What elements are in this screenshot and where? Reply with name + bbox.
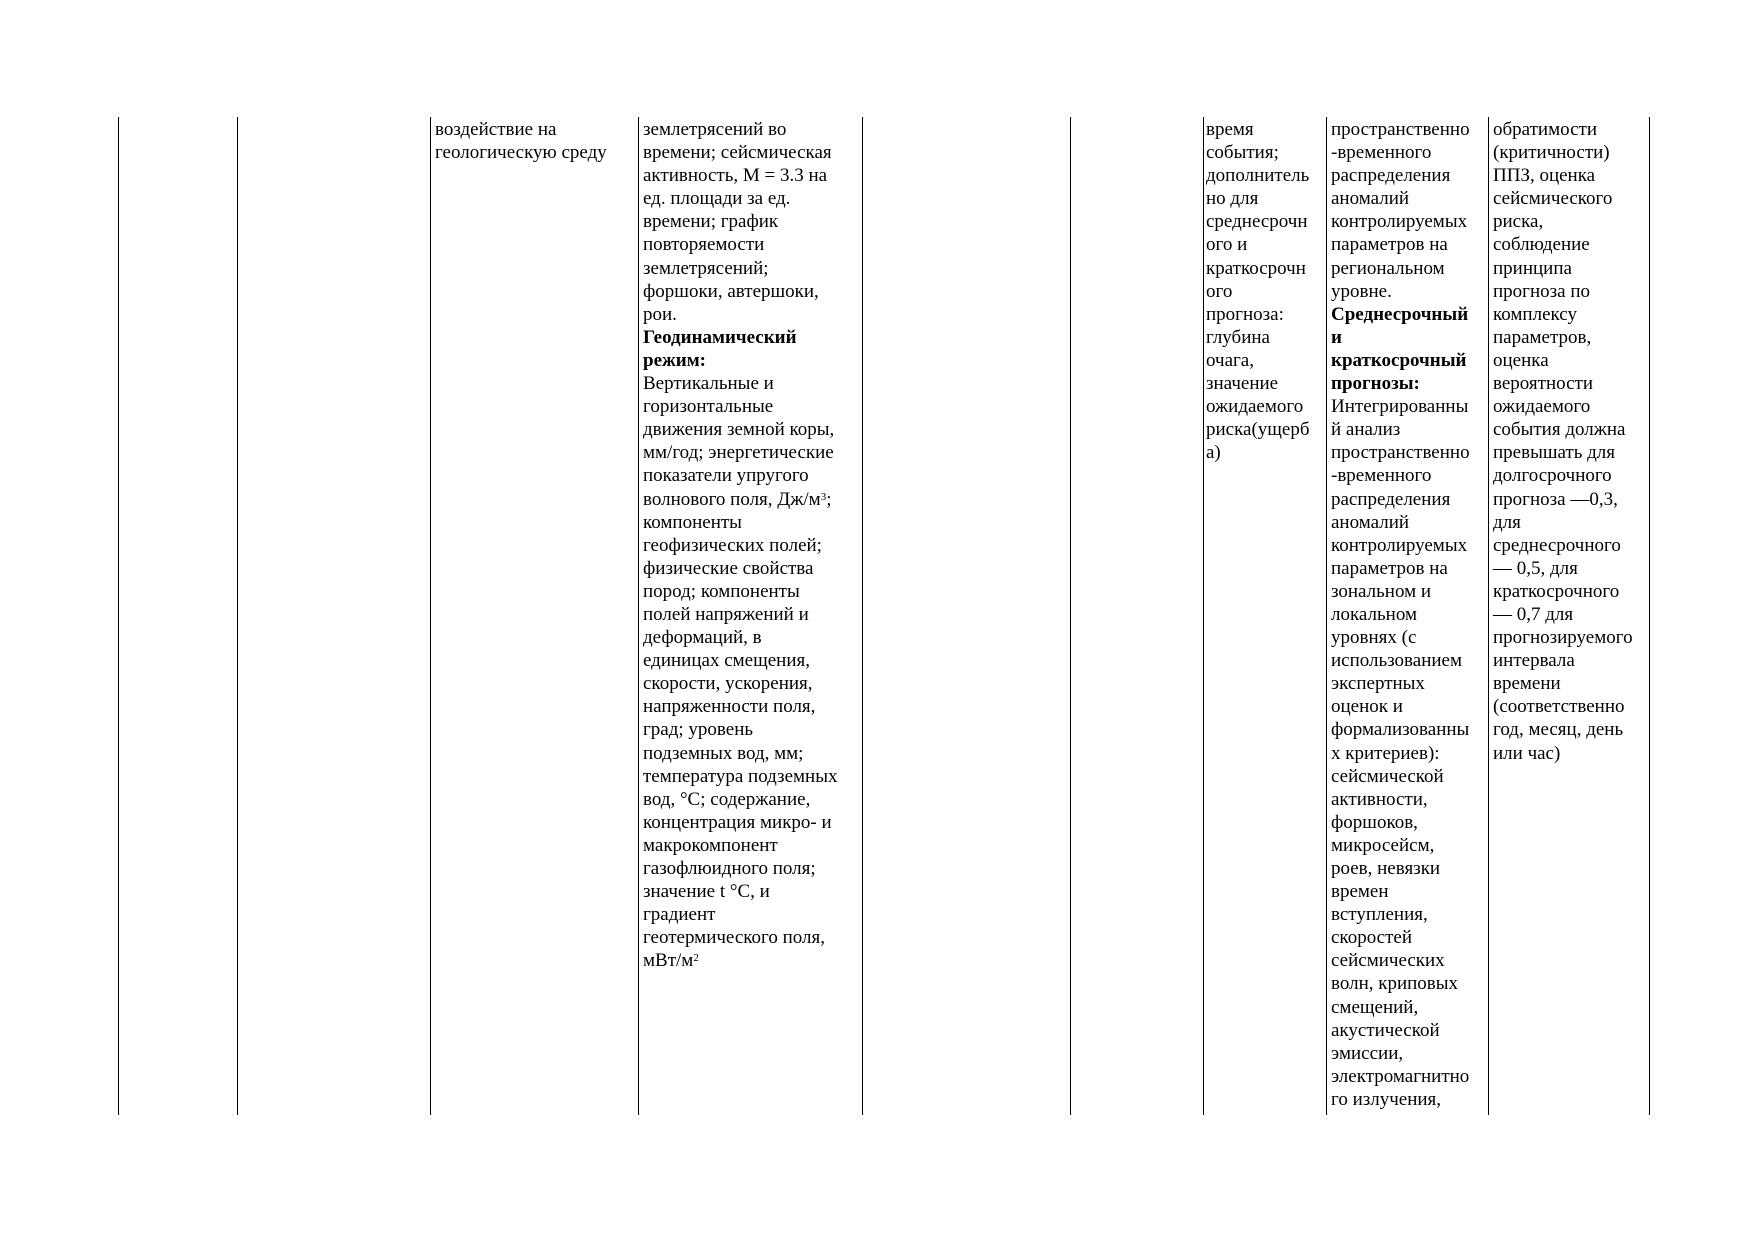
table-cell-forecast-target <box>1206 118 1310 464</box>
text-line: сейсмического <box>1493 188 1613 210</box>
text-line: волн, криповых <box>1331 973 1459 995</box>
text-line: ожидаемого <box>1493 396 1591 418</box>
text-line: Геодинамический <box>643 326 797 348</box>
text-line: дополнитель <box>1206 165 1310 187</box>
text-line: электромагнитно <box>1331 1065 1470 1087</box>
text-line: и <box>1331 326 1342 348</box>
text-line: параметров на <box>1331 557 1448 579</box>
text-line: компоненты <box>643 511 742 533</box>
text-line: риска, <box>1493 211 1544 233</box>
table-cell-forecast-method <box>1331 118 1470 1111</box>
text-line: аномалий <box>1331 511 1410 533</box>
text-line: но для <box>1206 188 1259 210</box>
text-line: роев, невязки <box>1331 858 1441 879</box>
text-line: краткосрочн <box>1206 257 1306 279</box>
text-line: мВт/$м^2$ <box>643 950 699 972</box>
table-cell-impact <box>435 118 607 164</box>
text-line: события должна <box>1493 419 1626 441</box>
text-line: вероятности <box>1493 373 1594 395</box>
text-line: а) <box>1206 442 1221 464</box>
column-border <box>638 117 639 1115</box>
text-line: газофлюидного поля; <box>643 858 816 879</box>
text-line: параметров на <box>1331 234 1448 256</box>
text-line: времени; график <box>643 211 779 233</box>
text-line: уровне. <box>1331 280 1392 302</box>
text-line: оценок и <box>1331 696 1403 718</box>
text-line: зональном и <box>1331 580 1432 602</box>
column-border <box>1488 117 1489 1115</box>
text-line: смещений, <box>1331 996 1419 1018</box>
text-line: обратимости <box>1493 119 1597 140</box>
column-border <box>237 117 238 1115</box>
text-line: горизонтальные <box>643 396 774 418</box>
column-border <box>430 117 431 1115</box>
text-line: деформаций, в <box>643 627 762 649</box>
text-line: землетрясений во <box>643 119 787 140</box>
text-line: долгосрочного <box>1493 465 1612 487</box>
text-line: показатели упругого <box>643 465 809 487</box>
text-line: град; уровень <box>643 719 754 741</box>
text-line: значение t °С, и <box>643 881 770 903</box>
text-line: режим: <box>643 349 706 371</box>
text-line: пространственно <box>1331 119 1470 140</box>
text-line: макрокомпонент <box>643 834 778 856</box>
text-line: локальном <box>1331 603 1418 625</box>
text-line: скорости, ускорения, <box>643 673 813 695</box>
text-line: прогнозируемого <box>1493 627 1633 649</box>
text-line: (соответственно <box>1493 696 1625 718</box>
text-line: — 0,7 для <box>1493 603 1574 625</box>
text-line: глубина <box>1206 326 1270 348</box>
text-line: принципа <box>1493 257 1572 279</box>
text-line: Интегрированны <box>1331 396 1469 418</box>
text-line: градиент <box>643 904 716 926</box>
text-line: аномалий <box>1331 188 1410 210</box>
text-line: й анализ <box>1331 419 1401 441</box>
text-line: среднесрочн <box>1206 211 1308 233</box>
text-line: форшоков, <box>1331 811 1418 833</box>
text-line: ого <box>1206 280 1233 302</box>
text-line: -временного <box>1331 142 1432 164</box>
superscript: 2 <box>693 952 699 965</box>
column-border <box>118 117 119 1115</box>
text-line: повторяемости <box>643 234 765 256</box>
text-line: Вертикальные и <box>643 373 774 395</box>
text-line: формализованны <box>1331 719 1470 741</box>
text-line: активности, <box>1331 788 1428 810</box>
text-line: ого и <box>1206 234 1248 256</box>
text-line: соблюдение <box>1493 234 1590 256</box>
text-line: эмиссии, <box>1331 1042 1404 1064</box>
text-line: прогноза: <box>1206 303 1284 325</box>
text-line: время <box>1206 119 1254 140</box>
column-border <box>862 117 863 1115</box>
text-line: — 0,5, для <box>1493 557 1578 579</box>
text-line: х критериев): <box>1331 742 1440 764</box>
text-line: риска(ущерб <box>1206 419 1310 441</box>
table-cell-parameters <box>643 118 837 972</box>
text-line: сейсмической <box>1331 765 1444 787</box>
text-line: контролируемых <box>1331 211 1468 233</box>
text-line: интервала <box>1493 650 1575 672</box>
table-cell-criteria <box>1493 118 1633 765</box>
text-line: использованием <box>1331 650 1463 672</box>
text-line: параметров, <box>1493 326 1592 348</box>
text-line: скоростей <box>1331 927 1413 949</box>
text-line: активность, М = 3.3 на <box>643 165 828 187</box>
text-line: превышать для <box>1493 442 1616 464</box>
text-line: подземных вод, мм; <box>643 742 804 764</box>
text-line: напряженности поля, <box>643 696 816 718</box>
text-line: единицах смещения, <box>643 650 810 672</box>
text-line: времен <box>1331 881 1389 903</box>
text-line: год, месяц, день <box>1493 719 1624 741</box>
text-line: физические свойства <box>643 557 814 579</box>
text-line: мм/год; энергетические <box>643 442 834 464</box>
text-line: распределения <box>1331 488 1451 510</box>
text-line: концентрация микро- и <box>643 811 832 833</box>
text-line: очага, <box>1206 349 1254 371</box>
text-line: или час) <box>1493 742 1561 764</box>
text-line: среднесрочного <box>1493 534 1621 556</box>
text-line: региональном <box>1331 257 1445 279</box>
superscript: 3 <box>820 490 827 503</box>
text-line: времени; сейсмическая <box>643 142 832 164</box>
text-line: контролируемых <box>1331 534 1468 556</box>
text-line: события; <box>1206 142 1279 164</box>
text-line: го излучения, <box>1331 1088 1442 1110</box>
text-line: рои. <box>643 303 677 325</box>
text-line: вод, °С; содержание, <box>643 788 811 810</box>
text-line: комплексу <box>1493 303 1577 325</box>
text-line: краткосрочный <box>1331 349 1467 371</box>
column-border <box>1326 117 1327 1115</box>
text-line: полей напряжений и <box>643 603 809 625</box>
text-line: геологическую среду <box>435 142 607 164</box>
text-line: распределения <box>1331 165 1451 187</box>
column-border <box>1203 117 1204 1115</box>
text-line: вступления, <box>1331 904 1428 926</box>
text-line: геотермического поля, <box>643 927 825 949</box>
text-line: температура подземных <box>643 765 838 787</box>
text-line: краткосрочного <box>1493 580 1620 602</box>
text-line: прогноза —0,3, <box>1493 488 1618 510</box>
text-line: прогнозы: <box>1331 373 1420 395</box>
text-line: оценка <box>1493 349 1549 371</box>
text-line: землетрясений; <box>643 257 769 279</box>
text-line: Среднесрочный <box>1331 303 1469 325</box>
text-line: пространственно <box>1331 442 1470 464</box>
text-line: пород; компоненты <box>643 580 800 602</box>
column-border <box>1070 117 1071 1115</box>
text-line: уровнях (с <box>1331 627 1417 649</box>
text-line: акустической <box>1331 1019 1440 1041</box>
text-line: форшоки, автершоки, <box>643 280 819 302</box>
text-line: для <box>1493 511 1521 533</box>
text-line: сейсмических <box>1331 950 1445 972</box>
column-border <box>1649 117 1650 1115</box>
text-line: значение <box>1206 373 1279 395</box>
text-line: времени <box>1493 673 1561 695</box>
text-line: ед. площади за ед. <box>643 188 791 210</box>
text-line: ожидаемого <box>1206 396 1304 418</box>
text-line: микросейсм, <box>1331 834 1435 856</box>
text-line: геофизических полей; <box>643 534 822 556</box>
text-line: волнового поля, $Дж/м^3$; <box>643 488 832 510</box>
text-line: (критичности) <box>1493 142 1610 164</box>
text-line: ППЗ, оценка <box>1493 165 1596 187</box>
text-line: движения земной коры, <box>643 419 835 441</box>
text-line: -временного <box>1331 465 1432 487</box>
text-line: экспертных <box>1331 673 1425 695</box>
text-line: прогноза по <box>1493 280 1590 302</box>
text-line: воздействие на <box>435 119 557 140</box>
